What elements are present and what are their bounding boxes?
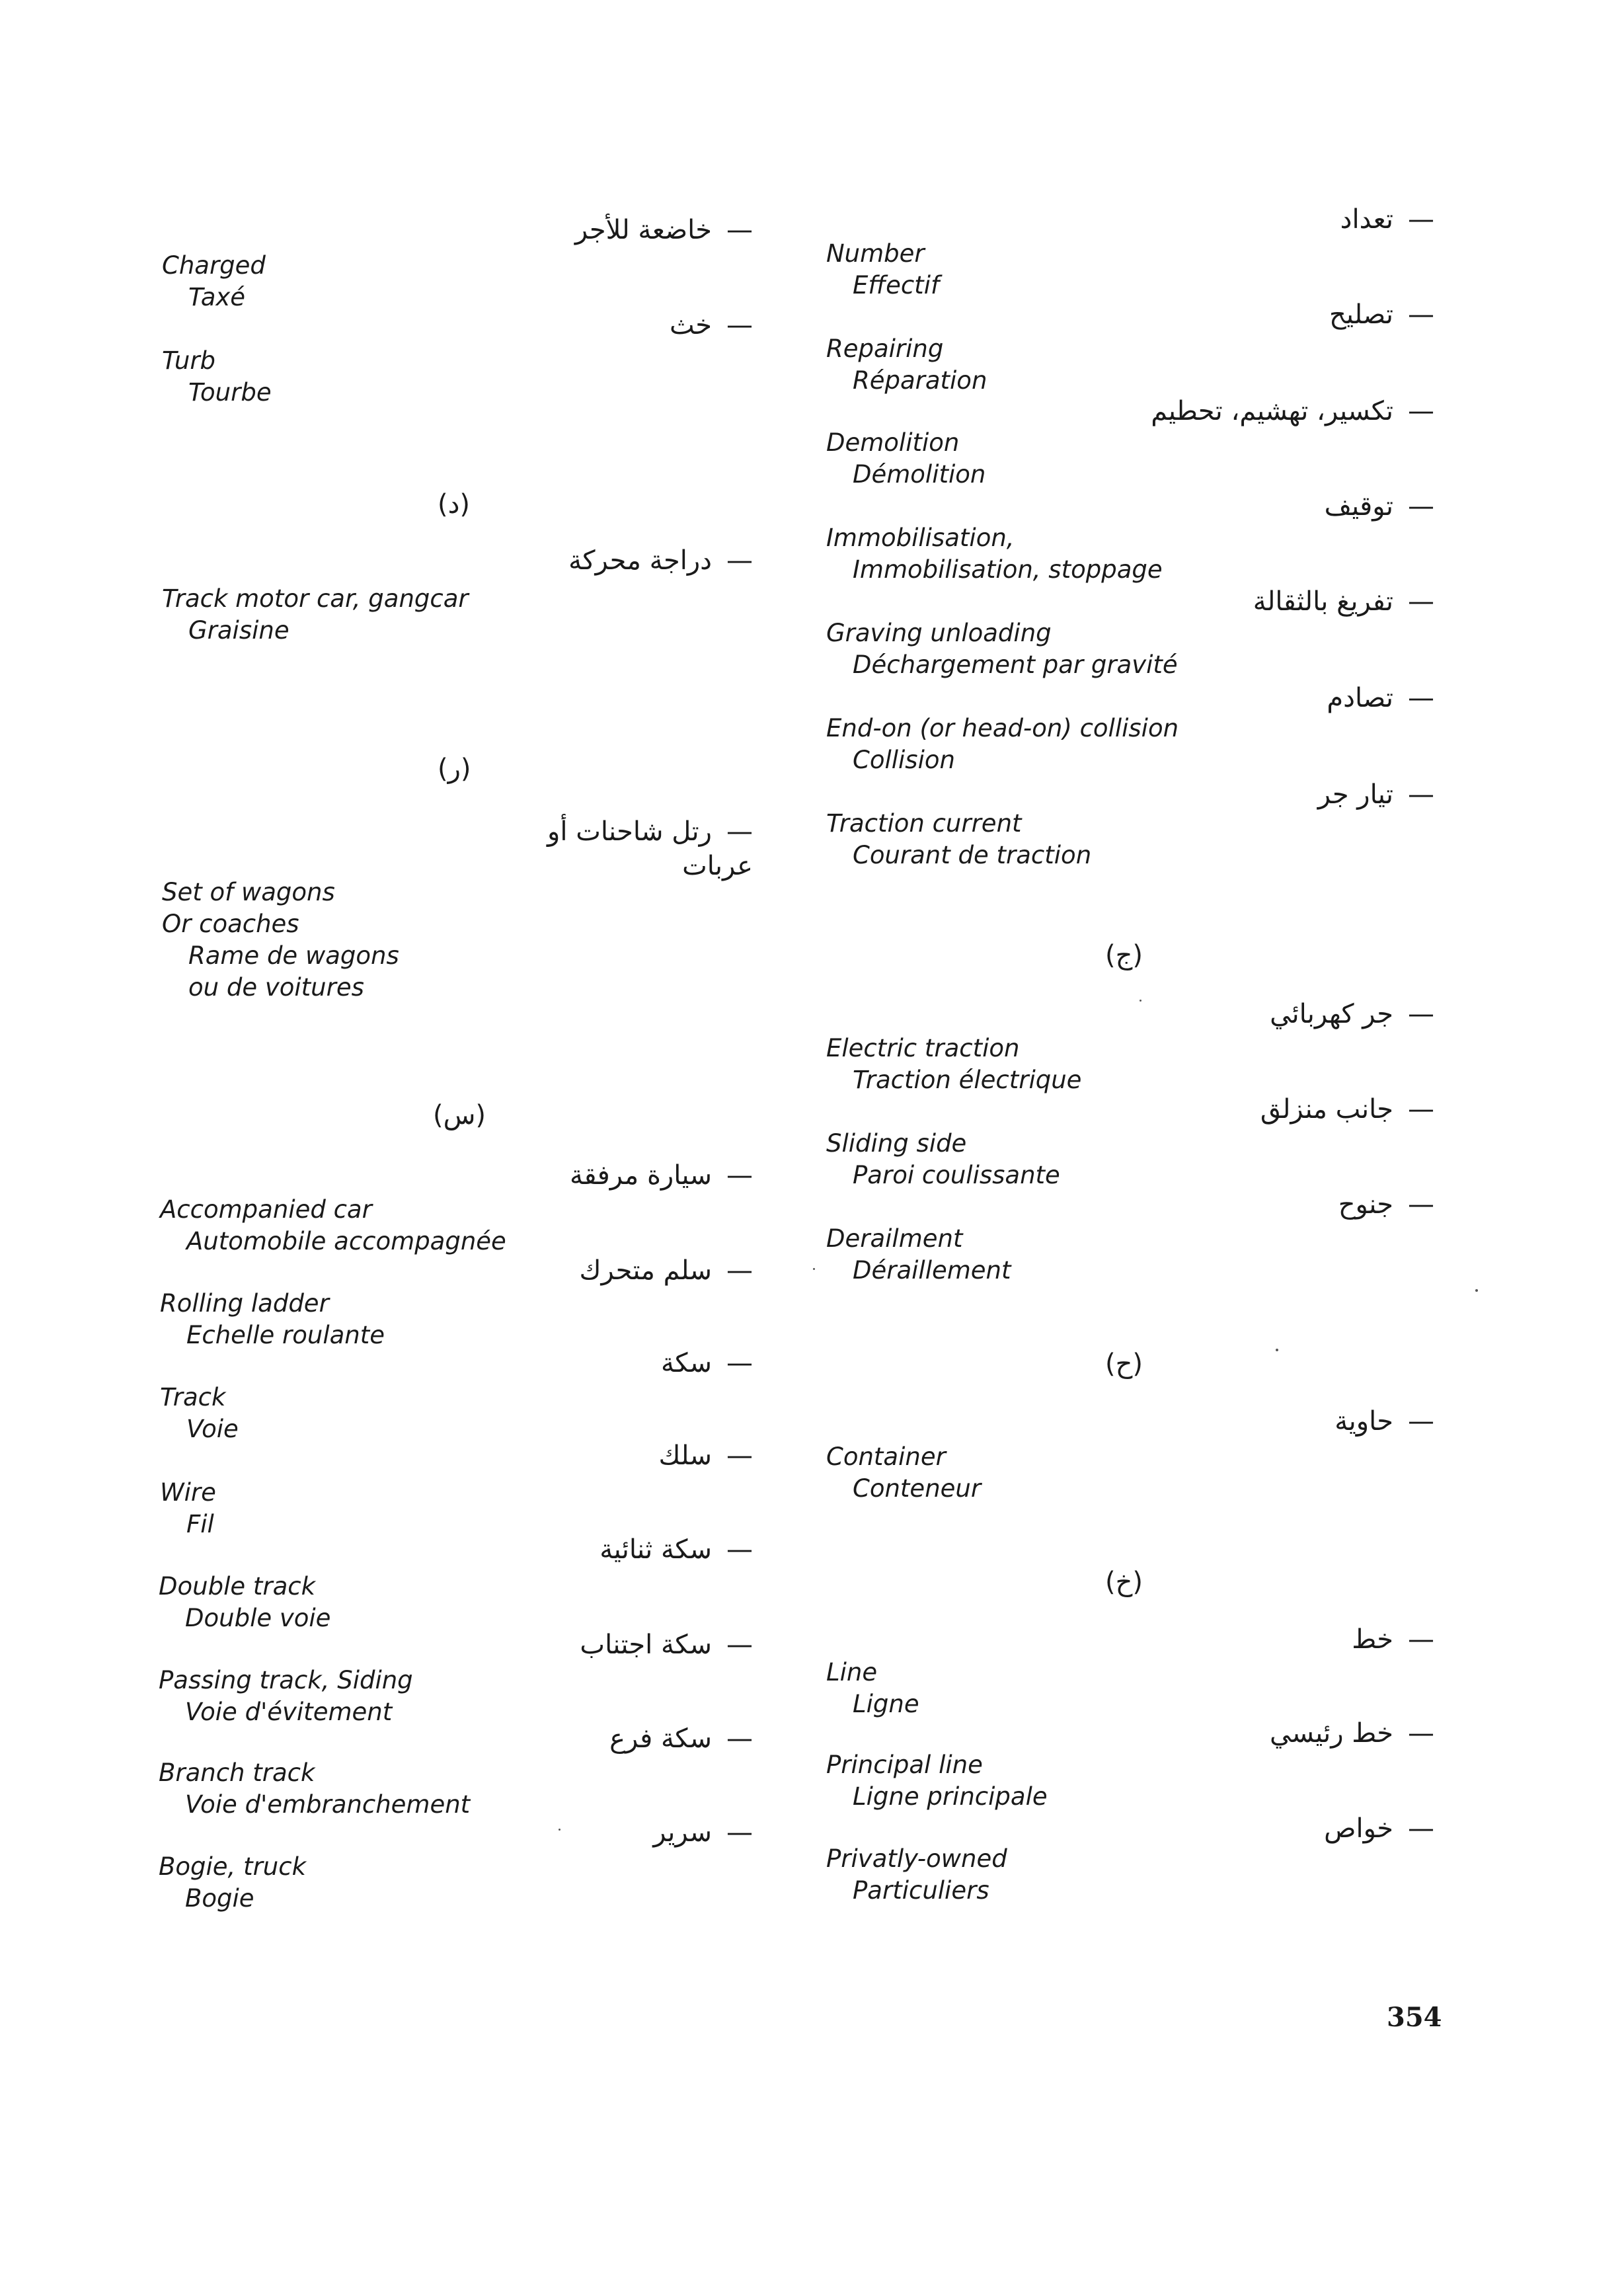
french-term: Ligne principale	[853, 1782, 1048, 1811]
term-entry	[826, 713, 1179, 776]
arabic-term: —خواص	[1324, 1813, 1434, 1844]
english-term: Immobilisation,	[826, 524, 1015, 552]
term-entry	[826, 617, 1178, 681]
arabic-term: —خط رئيسي	[1270, 1718, 1434, 1749]
term-entry	[826, 1441, 981, 1505]
arabic-term: —سكة فرع	[609, 1723, 753, 1754]
arabic-term: —جنوح	[1338, 1189, 1434, 1220]
section-letter: (س)	[433, 1100, 486, 1130]
arabic-term: —دراجة محركة	[568, 545, 753, 576]
term-entry	[162, 345, 272, 409]
term-entry	[826, 1223, 1011, 1287]
english-term: Number	[826, 239, 925, 268]
arabic-term: —خاضعة للأجر	[574, 215, 753, 245]
french-term: Tourbe	[188, 378, 272, 407]
french-term: Bogie	[185, 1884, 254, 1913]
arabic-term: —توقيف	[1324, 491, 1434, 522]
french-term: Démolition	[853, 460, 986, 489]
term-entry	[826, 1033, 1081, 1096]
term-entry	[160, 1288, 385, 1351]
arabic-term: —تصليح	[1329, 299, 1434, 330]
arabic-term: —تفريغ بالثقالة	[1253, 586, 1434, 617]
arabic-term: —سكة	[660, 1348, 753, 1378]
english-term: Bogie, truck	[159, 1852, 307, 1881]
arabic-term: —جانب منزلق	[1260, 1094, 1434, 1125]
scan-speck	[1140, 1000, 1141, 1002]
french-term: Effectif	[853, 271, 939, 299]
arabic-term: —خث	[669, 310, 753, 340]
section-letter: (ح)	[1105, 1349, 1143, 1379]
term-entry	[826, 333, 987, 397]
english-term: Line	[826, 1658, 878, 1686]
english-term: Electric traction	[826, 1034, 1020, 1062]
arabic-term: —جر كهربائي	[1270, 999, 1434, 1029]
term-entry	[160, 1382, 239, 1445]
term-entry	[159, 1665, 413, 1728]
term-entry	[826, 1749, 1048, 1813]
scan-speck	[1475, 1289, 1478, 1292]
english-term: Accompanied car	[160, 1195, 372, 1224]
section-letter: (ر)	[438, 754, 471, 784]
english-term: Wire	[160, 1478, 216, 1507]
french-term: Courant de traction	[853, 841, 1092, 869]
section-letter: (ج)	[1105, 940, 1143, 970]
french-term: Automobile accompagnée	[186, 1227, 506, 1255]
arabic-term: —سيارة مرفقة	[569, 1160, 753, 1191]
french-term: Traction électrique	[853, 1066, 1082, 1094]
arabic-term: —سلك	[658, 1441, 753, 1471]
english-term: Turb	[162, 346, 216, 375]
arabic-term: —تكسير، تهشيم، تحطيم	[1151, 396, 1434, 426]
english-term: Traction current	[826, 809, 1022, 838]
section-letter: (خ)	[1105, 1567, 1143, 1597]
french-term: Particuliers	[853, 1876, 989, 1905]
term-entry	[162, 250, 266, 313]
term-entry	[826, 1657, 919, 1720]
english-term: Derailment	[826, 1224, 963, 1253]
french-term: Déchargement par gravité	[853, 651, 1178, 679]
french-term: Fil	[186, 1510, 214, 1538]
arabic-term: —حاوية	[1334, 1406, 1434, 1437]
french-term: Immobilisation, stoppage	[853, 555, 1163, 584]
english-term: Principal line	[826, 1751, 983, 1779]
french-term: Conteneur	[853, 1474, 982, 1503]
arabic-term: —تعداد	[1340, 204, 1434, 235]
arabic-term: —سكة ثنائية	[599, 1534, 753, 1565]
term-entry	[162, 583, 469, 647]
english-term: Sliding side	[826, 1129, 967, 1158]
arabic-term: —سلم متحرك	[579, 1255, 753, 1286]
section-letter: (د)	[438, 489, 471, 520]
term-entry	[159, 1851, 306, 1915]
english-term: Track motor car, gangcar	[162, 584, 469, 613]
term-entry	[159, 1757, 470, 1821]
arabic-term: —تصادم	[1327, 683, 1434, 713]
arabic-term: —سرير	[653, 1817, 753, 1848]
french-term: Ligne	[853, 1690, 919, 1718]
term-entry	[826, 238, 939, 301]
french-term: Echelle roulante	[186, 1321, 385, 1349]
english-term: Demolition	[826, 428, 960, 457]
arabic-term: —رتل شاحنات أو عربات	[547, 816, 753, 881]
french-term: ou de voitures	[188, 973, 364, 1002]
french-term: Voie	[186, 1415, 239, 1443]
english-term: Container	[826, 1443, 946, 1471]
english-term: End-on (or head-on) collision	[826, 714, 1179, 742]
scan-speck	[559, 1829, 561, 1831]
english-term: Privatly-owned	[826, 1844, 1007, 1873]
french-term: Double voie	[185, 1604, 331, 1632]
french-term: Déraillement	[853, 1256, 1011, 1285]
english-term: Double track	[159, 1572, 316, 1601]
french-term: Paroi coulissante	[853, 1161, 1060, 1189]
english-term: Track	[160, 1383, 226, 1411]
scan-speck	[1276, 1349, 1278, 1351]
english-term: Or coaches	[162, 910, 299, 938]
french-term: Graisine	[188, 616, 290, 645]
term-entry	[826, 1843, 1007, 1907]
arabic-term: —سكة اجتناب	[580, 1630, 753, 1660]
french-term: Réparation	[853, 366, 987, 395]
english-term: Rolling ladder	[160, 1289, 329, 1318]
french-term: Taxé	[188, 283, 246, 311]
term-entry	[162, 877, 399, 1004]
page-number: 354	[1387, 2002, 1442, 2033]
english-term: Set of wagons	[162, 878, 335, 906]
french-term: Collision	[853, 746, 955, 774]
arabic-term: —تيار جر	[1317, 779, 1434, 810]
english-term: Branch track	[159, 1759, 315, 1787]
french-term: Voie d'évitement	[185, 1698, 393, 1726]
term-entry	[159, 1571, 330, 1634]
term-entry	[826, 427, 986, 491]
french-term: Rame de wagons	[188, 941, 399, 970]
term-entry	[826, 1128, 1060, 1191]
term-entry	[826, 808, 1091, 871]
french-term: Voie d'embranchement	[185, 1790, 471, 1819]
term-entry	[160, 1477, 216, 1540]
english-term: Graving unloading	[826, 619, 1052, 647]
scan-speck	[813, 1268, 815, 1270]
term-entry	[826, 522, 1163, 586]
english-term: Passing track, Siding	[159, 1666, 413, 1694]
english-term: Charged	[162, 251, 266, 280]
term-entry	[160, 1194, 506, 1257]
arabic-term: —خط	[1352, 1624, 1434, 1655]
english-term: Repairing	[826, 335, 944, 363]
